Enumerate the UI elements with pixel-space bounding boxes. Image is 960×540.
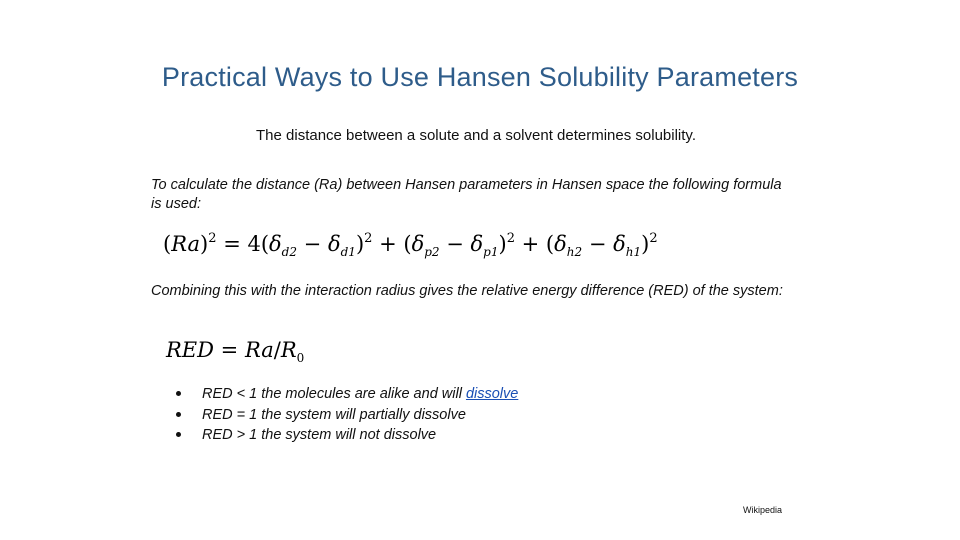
bullet-text: RED = 1 the system will partially dissolve xyxy=(202,406,466,423)
red-intro-text: Combining this with the interaction radius gives the relative energy difference (RED) of the system: xyxy=(151,283,783,299)
slide-subtitle: The distance between a solute and a solvent determines solubility. xyxy=(256,127,696,144)
bullet-text: RED > 1 the system will not dissolve xyxy=(202,427,437,443)
bullet-icon xyxy=(176,391,181,396)
bullet-text: RED < 1 the molecules are alike and will xyxy=(202,386,466,402)
bullet-icon xyxy=(176,432,181,437)
red-formula: RED = $Ra/R_0$ xyxy=(166,338,305,365)
ra-formula: $(Ra)^2 = 4(\delta_{d2} - \delta_{d1})^2 + (\delta_{p2} - \delta_{p1})^2 + (\delta_{h2} - \delta_{h1})^2$ xyxy=(163,231,658,259)
red-bullet-list xyxy=(176,384,518,446)
formula-intro-text: To calculate the distance (Ra) between Hansen parameters in Hansen space the following formula is used: xyxy=(151,177,782,212)
source-caption: Wikipedia xyxy=(743,505,783,515)
list-item xyxy=(176,384,518,405)
list-item xyxy=(176,405,518,426)
bullet-icon xyxy=(176,412,181,417)
dissolve-link[interactable]: dissolve xyxy=(465,386,519,402)
slide-title: Practical Ways to Use Hansen Solubility Parameters xyxy=(161,62,799,92)
list-item xyxy=(176,425,518,446)
